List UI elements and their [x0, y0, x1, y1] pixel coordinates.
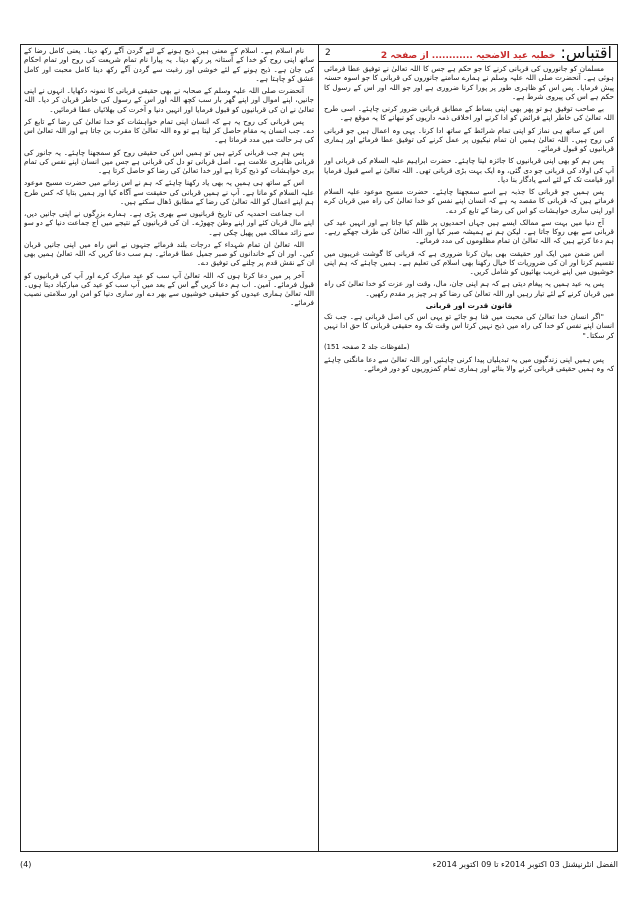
paragraph: نام اسلام ہے۔ اسلام کے معنی ہیں ذبح ہونے کے لئے گردن آگے رکھ دینا۔ یعنی کامل رضا کے ساتھ اپنی روح کو خدا کے آستانہ پر رکھ دینا۔ یہ پیارا نام تمام شریعت کی روح اور تمام احکام کی جان ہے۔ ذبح ہونے کے لئے خوشی اور رغبت سے گردن آگے رکھ دینا کامل محبت اور کامل عشق کو چاہتا ہے۔ [24, 46, 314, 83]
quote-reference: (ملفوظات جلد 2 صفحہ 151) [324, 342, 410, 351]
paragraph: اس کے ساتھ ہی ہمیں یہ بھی یاد رکھنا چاہئے کہ ہم نے اس زمانے میں حضرت مسیح موعود علیہ السلام کو مانا ہے۔ آپ نے ہمیں قربانی کی حقیقت سے آگاہ کیا اور ہمیں بتایا کہ کس طرح ہم اپنے اعمال کو اللہ تعالیٰ کی رضا کے مطابق ڈھال سکتے ہیں۔ [24, 178, 314, 206]
paragraph: پس ہمیں جو قربانی کا جذبہ ہے اسے سمجھنا چاہئے۔ حضرت مسیح موعود علیہ السلام فرماتے ہیں کہ قربانی کا مقصد یہ ہے کہ انسان اپنے نفس کو خدا تعالیٰ کی راہ میں قربان کرے اور اپنی ساری خواہشات کو اس کی رضا کے تابع کر دے۔ [324, 187, 614, 215]
article-header [319, 44, 618, 62]
continuation-page-ref: 2 [325, 47, 331, 58]
paragraph: مسلمان کو جانوروں کی قربانی کرنے کا جو حکم ہے جس کا اللہ تعالیٰ نے توفیق عطا فرمائی ہوئی ہے۔ آنحضرت صلی اللہ علیہ وسلم نے ہمارے سامنے جانوروں کی قربانی کا جو اسوہ حسنہ پیش فرمایا۔ پس اس کو ظاہری طور پر پورا کرنا ضروری ہے اور جو اللہ اور اس کے رسول کا حکم ہے اس کی پیروی شرط ہے۔ [324, 64, 614, 101]
paragraph: اللہ تعالیٰ ان تمام شہداء کے درجات بلند فرمائے جنہوں نے اس راہ میں اپنی جانیں قربان کیں۔ اور ان کے خاندانوں کو صبر جمیل عطا فرمائے۔ ہم سب دعا کریں کہ اللہ تعالیٰ ہمیں بھی ان کے نقش قدم پر چلنے کی توفیق دے۔ [24, 239, 314, 268]
paragraph: پس ہم کو بھی اپنی قربانیوں کا جائزہ لینا چاہئے۔ حضرت ابراہیم علیہ السلام کی قربانی اور آپ کی اولاد کی قربانی جو دی گئی، وہ ایک بہت بڑی قربانی تھی۔ اللہ تعالیٰ نے اسے قبول فرمایا اور قیامت تک کے لئے اسے یادگار بنا دیا۔ [324, 156, 614, 184]
quote-heading: قانون قدرت اور قربانی [425, 300, 513, 310]
article-title [381, 43, 612, 62]
page-number: (4) [20, 859, 32, 869]
paragraph: پس قربانی کی روح یہ ہے کہ انسان اپنی تمام خواہشات کو خدا تعالیٰ کی رضا کے تابع کر دے۔ جب انسان یہ مقام حاصل کر لیتا ہے تو وہ اللہ تعالیٰ کا مقرب بن جاتا ہے اور اللہ تعالیٰ اس کی ہر حالت میں مدد فرماتا ہے۔ [24, 116, 314, 145]
page-footer [20, 856, 618, 872]
paragraph: آخر پر میں دعا کرتا ہوں کہ اللہ تعالیٰ آپ سب کو عید مبارک کرے اور آپ کی قربانیوں کو قبول فرمائے۔ آمین۔ اب ہم دعا کریں گے اس کے بعد میں آپ سب کو عید کی مبارکباد دیتا ہوں۔ اللہ تعالیٰ ہماری عیدوں کو حقیقی خوشیوں سے بھر دے اور ساری دنیا کو امن اور سلامتی نصیب فرمائے۔ [24, 270, 314, 308]
paragraph: آج دنیا میں بہت سے ممالک ایسے ہیں جہاں احمدیوں پر ظلم کیا جاتا ہے اور انہیں عید کی قربانی سے بھی روکا جاتا ہے۔ لیکن ہم نے ہمیشہ صبر کیا اور اللہ تعالیٰ کی طرف جھکے رہے۔ ہم دعا کرتے ہیں کہ اللہ تعالیٰ ان تمام مظلوموں کی مدد فرمائے۔ [324, 217, 614, 246]
paragraph: بے صاحب توفیق ہو تو پھر بھی اپنی بساط کے مطابق قربانی ضرور کرنی چاہئے۔ اسی طرح اللہ تعالیٰ کی خاطر اپنے فرائض کو ادا کرنے اور اخلاقی ذمہ داریوں کو نبھانے کا یہ موقع ہے۔ [324, 104, 614, 123]
paragraph: اس ضمن میں ایک اور حقیقت بھی بیان کرنا ضروری ہے کہ قربانی کا گوشت غریبوں میں تقسیم کرنا اور ان کی ضروریات کا خیال رکھنا بھی اسلام کی تعلیم ہے۔ ہمیں چاہئے کہ ہم اپنی خوشیوں میں اپنے غریب بھائیوں کو شامل کریں۔ [324, 248, 614, 276]
publication-info: الفضل انٹرنیشنل 03 اکتوبر 2014ء تا 09 اکتوبر 2014ء [432, 859, 618, 869]
paragraph: اب جماعت احمدیہ کی تاریخ قربانیوں سے بھری پڑی ہے۔ ہمارے بزرگوں نے اپنی جانیں دیں، اپنے مال قربان کئے اور اپنے وطن چھوڑے۔ ان کی قربانیوں کے نتیجے میں آج جماعت دنیا کے دو سو سے زائد ممالک میں پھیل چکی ہے۔ [24, 209, 314, 237]
title-prefix: اقتباس: [560, 43, 612, 62]
column-left [24, 46, 314, 848]
paragraph: اس کے ساتھ ہی نماز کو اپنی تمام شرائط کے ساتھ ادا کرنا۔ یہی وہ اعمال ہیں جو قربانی کی روح ہیں۔ اللہ تعالیٰ ہمیں ان تمام نیکیوں پر عمل کرنے کی توفیق عطا فرمائے اور ہماری قربانیوں کو قبول فرمائے۔ [324, 125, 614, 153]
title-text: خطبہ عید الاضحیہ ............ از صفحہ 2 [380, 51, 556, 61]
column-right [324, 64, 614, 848]
paragraph: پس ہمیں اپنی زندگیوں میں یہ تبدیلیاں پیدا کرنی چاہئیں اور اللہ تعالیٰ سے دعا مانگنی چاہئے کہ وہ ہمیں حقیقی قربانی کرنے والا بنائے اور ہماری تمام کمزوریوں کو دور فرمائے۔ [324, 355, 614, 374]
paragraph: پس یہ عید ہمیں یہ پیغام دیتی ہے کہ ہم اپنی جان، مال، وقت اور عزت کو خدا تعالیٰ کی راہ میں قربان کرنے کے لئے تیار رہیں اور اللہ تعالیٰ کی رضا کو ہر چیز پر مقدم رکھیں۔ [324, 279, 614, 298]
quotation: "اگر انسان خدا تعالیٰ کی محبت میں فنا ہو جائے تو یہی اس کی اصل قربانی ہے۔ جب تک انسان اپنے نفس کو خدا کی راہ میں ذبح نہیں کرتا اس وقت تک وہ حقیقی قربانی کا حق ادا نہیں کر سکتا۔" [324, 312, 614, 340]
paragraph: آنحضرت صلی اللہ علیہ وسلم کے صحابہ نے بھی حقیقی قربانی کا نمونہ دکھایا۔ انہوں نے اپنی جانیں، اپنے اموال اور اپنے گھر بار سب کچھ اللہ اور اس کے رسول کی خاطر قربان کر دیا۔ اللہ تعالیٰ نے ان کی قربانیوں کو قبول فرمایا اور انہیں دنیا و آخرت کی بھلائیاں عطا فرمائیں۔ [24, 86, 314, 114]
paragraph: پس ہم جب قربانی کرتے ہیں تو ہمیں اس کی حقیقی روح کو سمجھنا چاہئے۔ یہ جانور کی قربانی ظاہری علامت ہے۔ اصل قربانی تو دل کی قربانی ہے جس میں انسان اپنے نفس کی تمام بری خواہشات کو ذبح کرتا ہے اور خدا تعالیٰ کی رضا کو حاصل کرتا ہے۔ [24, 147, 314, 175]
column-divider [318, 44, 319, 852]
